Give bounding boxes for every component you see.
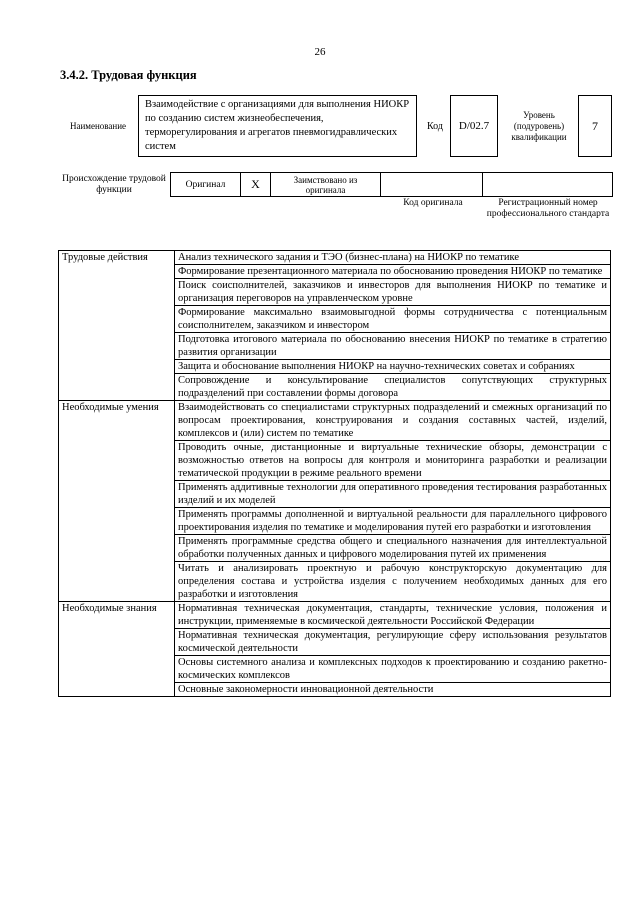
item-cell: Читать и анализировать проектную и рабочую конструкторскую документацию для определения состава и устройства изделия с получением необходимых данных для его разработки и изготовления (175, 562, 611, 602)
item-cell: Основы системного анализа и комплексных подходов к проектированию и созданию ракетно-космических комплексов (175, 656, 611, 683)
item-cell: Применять аддитивные технологии для оперативного проведения тестирования разработанных изделий и их моделей (175, 481, 611, 508)
section-title-cell: Трудовые действия (59, 251, 175, 401)
item-cell: Нормативная техническая документация, стандарты, технические условия, положения и инструкции, применяемые в космической деятельности Российской Федерации (175, 602, 611, 629)
item-cell: Применять программные средства общего и специального назначения для интеллектуальной обработки полученных данных и цифрового моделирования путей их применения (175, 535, 611, 562)
item-cell: Основные закономерности инновационной деятельности (175, 683, 611, 697)
item-cell: Проводить очные, дистанционные и виртуальные технические обзоры, демонстрации с возможностью ответов на вопросы для контроля и мониторинга разработки и реализации тематической продукции в режиме реального времени (175, 441, 611, 481)
section-title-cell: Необходимые знания (59, 602, 175, 697)
item-cell: Формирование максимально взаимовыгодной формы сотрудничества с потенциальным соисполнителем, заказчиком и инвестором (175, 306, 611, 333)
item-cell: Формирование презентационного материала по обоснованию проведения НИОКР по тематике (175, 265, 611, 279)
code-label: Код (427, 121, 443, 132)
page-number: 26 (314, 46, 326, 58)
section-title: 3.4.2. Трудовая функция (60, 68, 197, 82)
table-row (59, 401, 611, 441)
function-name-box (138, 95, 417, 157)
code-caption: Код оригинала (403, 198, 463, 208)
item-cell: Взаимодействовать со специалистами структурных подразделений и смежных организаций по вопросам проектирования, конструирования и создания составных частей, изделий, комплексов и (или) систем по тематике (175, 401, 611, 441)
item-cell: Применять программы дополненной и виртуальной реальности для параллельного цифрового проектирования изделия по тематике и моделирования путей его разработки и изготовления (175, 508, 611, 535)
name-label: Наименование (69, 121, 127, 131)
level-value: 7 (592, 118, 598, 133)
function-name-text: Взаимодействие с организациями для выполнения НИОКР по созданию систем жизнеобеспечения, терморегулирования и агрегатов пневмогидравлических систем (145, 99, 410, 152)
original-cell: Оригинал (171, 173, 241, 197)
table-row (59, 251, 611, 265)
reg-number-cell (483, 173, 613, 197)
item-cell: Защита и обоснование выполнения НИОКР на научно-технических советах и собраниях (175, 360, 611, 374)
level-box (578, 95, 612, 157)
code-value: D/02.7 (458, 120, 490, 132)
level-label: Уровень (подуровень) квалификации (511, 110, 567, 142)
section-title-cell: Необходимые умения (59, 401, 175, 602)
origin-label: Происхождение трудовой функции (62, 174, 166, 195)
item-cell: Сопровождение и консультирование специалистов сопутствующих структурных подразделений при составлении формы договора (175, 374, 611, 401)
item-cell: Нормативная техническая документация, регулирующие сферу использования результатов космической деятельности (175, 629, 611, 656)
table-row (59, 602, 611, 629)
original-mark: X (241, 173, 271, 197)
function-table-body (59, 251, 611, 697)
item-cell: Поиск соисполнителей, заказчиков и инвесторов для выполнения НИОКР по тематике и организация переговоров на управленческом уровне (175, 279, 611, 306)
borrowed-cell: Заимствовано из оригинала (271, 173, 381, 197)
item-cell: Анализ технического задания и ТЭО (бизнес-плана) на НИОКР по тематике (175, 251, 611, 265)
reg-caption: Регистрационный номер профессионального стандарта (486, 198, 610, 219)
original-code-cell (381, 173, 483, 197)
item-cell: Подготовка итогового материала по обоснованию внесения НИОКР по тематике в стратегию развития организации (175, 333, 611, 360)
origin-table (170, 172, 613, 197)
function-table (58, 250, 611, 697)
code-box (450, 95, 498, 157)
